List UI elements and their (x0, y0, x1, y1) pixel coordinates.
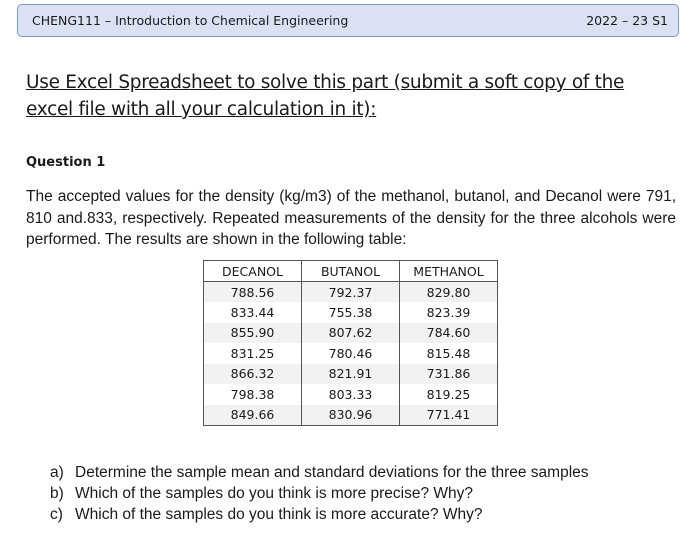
table-cell: 830.96 (302, 405, 400, 426)
table-header-row (204, 261, 498, 282)
task-marker: c) (50, 506, 63, 523)
table-cell: 771.41 (400, 405, 498, 426)
table-cell: 798.38 (204, 384, 302, 405)
header-methanol: METHANOL (400, 261, 498, 282)
table-cell: 784.60 (400, 323, 498, 344)
table-row (204, 405, 498, 426)
table-row (204, 384, 498, 405)
density-table (203, 260, 498, 426)
table-cell: 731.86 (400, 364, 498, 385)
table-row (204, 282, 498, 303)
term-label: 2022 – 23 S1 (586, 13, 668, 28)
excel-instruction: Use Excel Spreadsheet to solve this part (submit a soft copy of the excel file with all your calculation in it): (26, 72, 625, 120)
table-cell: 819.25 (400, 384, 498, 405)
table-cell: 821.91 (302, 364, 400, 385)
header-decanol: DECANOL (204, 261, 302, 282)
table-cell: 829.80 (400, 282, 498, 303)
question-text: The accepted values for the density (kg/m3) of the methanol, butanol, and Decanol were 791, 810 and.833, respectively. Repeated measurements of the density for the three alcohols were performed. The results are shown in the following table: (26, 188, 676, 248)
task-text: Determine the sample mean and standard deviations for the three samples (75, 464, 589, 481)
table-cell: 815.48 (400, 343, 498, 364)
table-cell: 823.39 (400, 302, 498, 323)
table-cell: 831.25 (204, 343, 302, 364)
table-cell: 866.32 (204, 364, 302, 385)
list-item (50, 483, 670, 504)
table-cell: 807.62 (302, 323, 400, 344)
task-marker: a) (50, 464, 64, 481)
list-item (50, 504, 670, 525)
task-text: Which of the samples do you think is more precise? Why? (75, 485, 474, 502)
table-cell: 788.56 (204, 282, 302, 303)
table-row (204, 323, 498, 344)
table-row (204, 302, 498, 323)
question-title: Question 1 (26, 155, 106, 170)
task-text: Which of the samples do you think is more accurate? Why? (75, 506, 483, 523)
course-title: CHENG111 – Introduction to Chemical Engineering (32, 13, 349, 28)
list-item (50, 462, 670, 483)
task-marker: b) (50, 485, 64, 502)
header-butanol: BUTANOL (302, 261, 400, 282)
table-row (204, 364, 498, 385)
table-cell: 833.44 (204, 302, 302, 323)
table-row (204, 343, 498, 364)
table-cell: 792.37 (302, 282, 400, 303)
task-list (50, 462, 670, 525)
table-cell: 803.33 (302, 384, 400, 405)
table-cell: 849.66 (204, 405, 302, 426)
course-header (17, 4, 679, 37)
table-cell: 780.46 (302, 343, 400, 364)
table-cell: 855.90 (204, 323, 302, 344)
table-cell: 755.38 (302, 302, 400, 323)
